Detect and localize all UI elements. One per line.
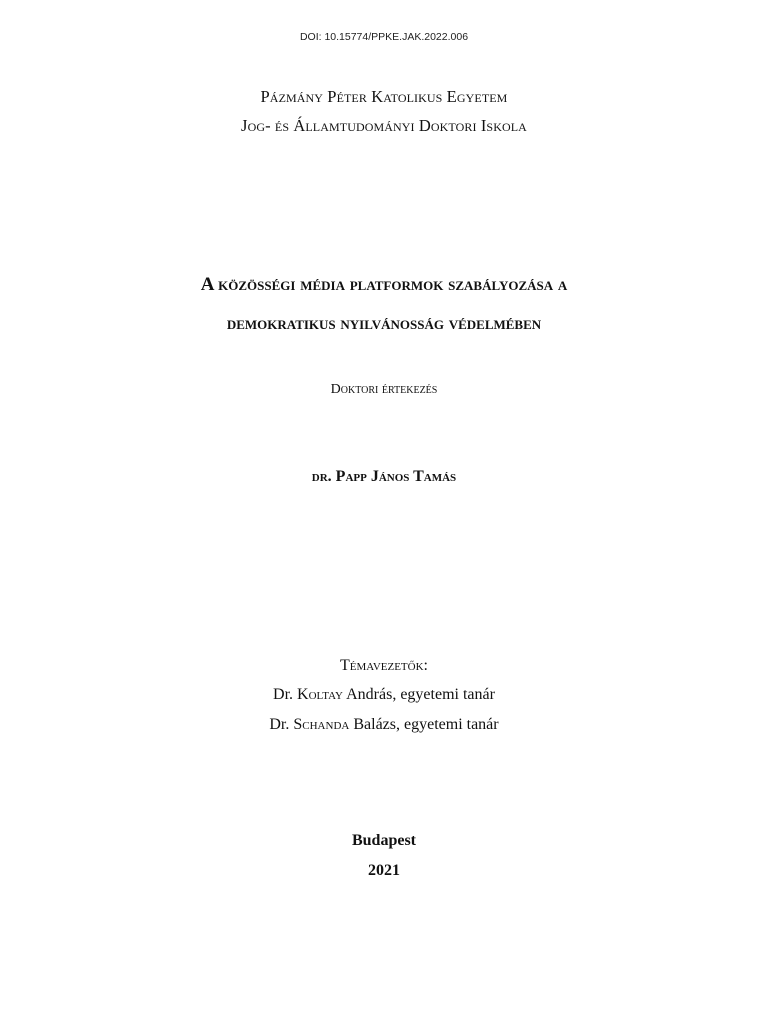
supervisor-2-title: Dr. xyxy=(269,716,290,733)
year: 2021 xyxy=(368,862,400,879)
supervisor-1-surname: Koltay xyxy=(297,686,343,703)
doctoral-school-name: Jog- és Államtudományi Doktori Iskola xyxy=(241,116,527,135)
supervisor-2-surname: Schanda xyxy=(293,716,350,733)
supervisor-1-rest: András, egyetemi tanár xyxy=(346,686,495,703)
thesis-title-line-1: A közösségi média platformok szabályozása a xyxy=(200,274,568,295)
university-name: Pázmány Péter Katolikus Egyetem xyxy=(260,87,508,106)
place: Budapest xyxy=(351,832,417,849)
doi-line: DOI: 10.15774/PPKE.JAK.2022.006 xyxy=(299,31,469,43)
supervisors-label: Témavezetők: xyxy=(340,657,428,674)
document-type: Doktori értekezés xyxy=(330,382,438,397)
author-name: dr. Papp János Tamás xyxy=(311,468,457,485)
supervisor-2-rest: Balázs, egyetemi tanár xyxy=(353,716,499,733)
supervisor-1 xyxy=(0,686,768,704)
supervisor-2 xyxy=(0,716,768,734)
supervisor-1-title: Dr. xyxy=(273,686,294,703)
thesis-title-line-2: demokratikus nyilvánosság védelmében xyxy=(226,313,542,334)
